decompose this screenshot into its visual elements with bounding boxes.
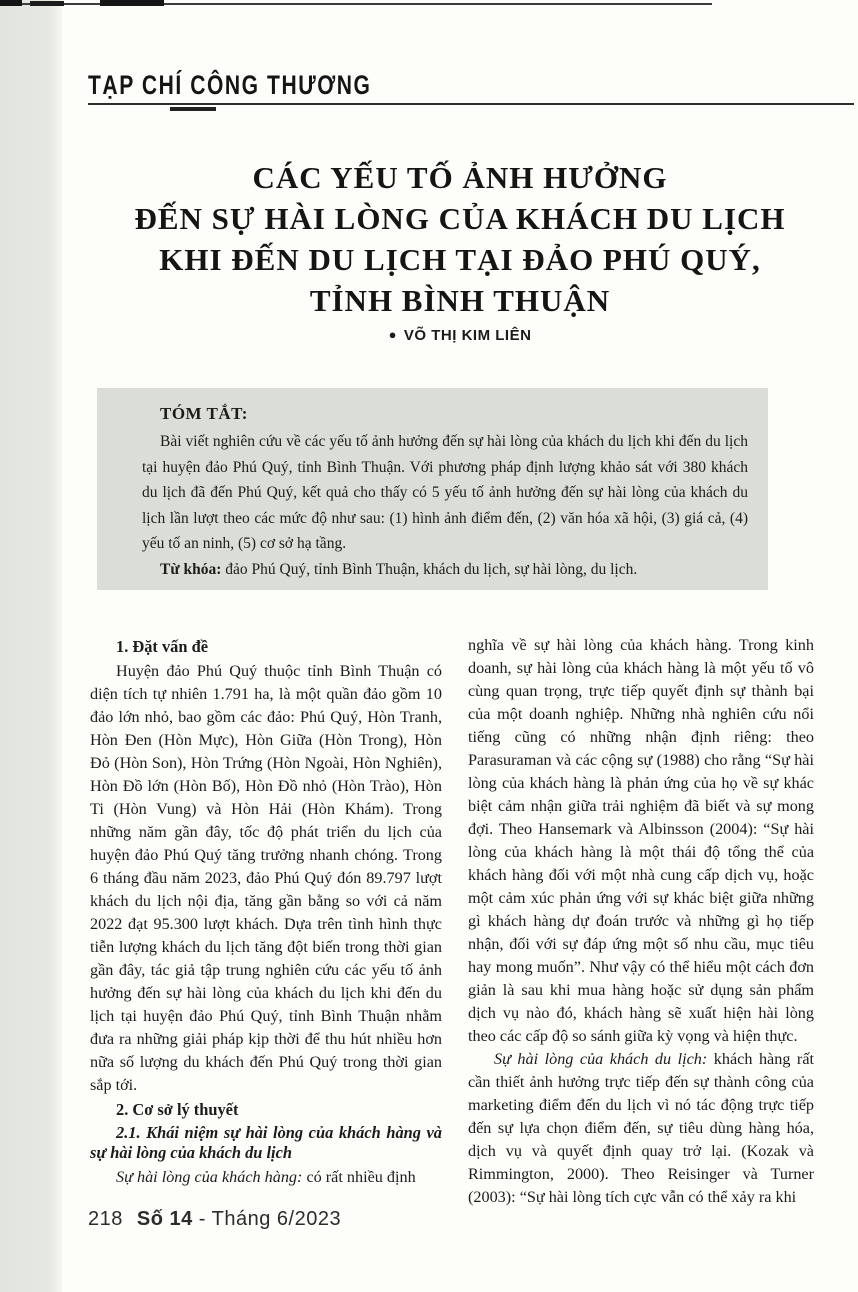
abstract-keywords bbox=[142, 557, 748, 583]
header-rule-smudge bbox=[170, 107, 216, 111]
header-rule bbox=[88, 103, 854, 105]
section-heading-1: 1. Đặt vấn đề bbox=[116, 637, 208, 656]
section-heading-2: 2. Cơ sở lý thuyết bbox=[116, 1100, 239, 1119]
body-paragraph: nghĩa về sự hài lòng của khách hàng. Trong kinh doanh, sự hài lòng của khách hàng là một yếu tố vô cùng quan trọng, trực tiếp quyết định sự thành bại của một doanh nghiệp. Những nhà nghiên cứu nổi tiếng cũng có những nhận định riêng: theo Parasuraman và các cộng sự (1988) cho rằng “Sự hài lòng của khách hàng là phản ứng của họ về sự khác biệt cảm nhận giữa trải nghiệm đã biết và sự mong đợi. Theo Hansemark và Albinsson (2004): “Sự hài lòng của khách hàng là một thái độ tổng thể của khách hàng đối với một nhà cung cấp dịch vụ, hoặc một cảm xúc phản ứng với sự khác biệt giữa những gì khách hàng dự đoán trước và những gì họ tiếp nhận, đối với sự đáp ứng một số nhu cầu, mục tiêu hay mong muốn”. Như vậy có thể hiểu một cách đơn giản là sau khi mua hàng hoặc sử dụng sản phẩm dịch vụ nào đó, khách hàng sẽ xuất hiện hài lòng theo các cấp độ so sánh giữa kỳ vọng và hiện thực. bbox=[468, 636, 814, 1045]
body-paragraph bbox=[468, 1048, 814, 1209]
paragraph-text: có rất nhiều định bbox=[302, 1168, 416, 1186]
keywords-text: đảo Phú Quý, tỉnh Bình Thuận, khách du lịch, sự hài lòng, du lịch. bbox=[221, 560, 638, 578]
journal-name: TẠP CHÍ CÔNG THƯƠNG bbox=[88, 70, 372, 100]
article-title-line: CÁC YẾU TỐ ẢNH HƯỞNG bbox=[252, 159, 668, 195]
article-title-line: TỈNH BÌNH THUẬN bbox=[309, 282, 611, 318]
author-line bbox=[62, 327, 858, 344]
paragraph-text: khách hàng rất cần thiết ảnh hưởng trực tiếp đến sự thành công của marketing điểm đến du lịch vì nó tác động trực tiếp đến sự lựa chọn điểm đến, sự tiêu dùng hàng hóa, dịch vụ và quyết định quay trở lại. (Kozak và Rimmington, 2000). Theo Reisinger và Turner (2003): “Sự hài lòng tích cực vẫn có thể xảy ra khi bbox=[468, 1050, 814, 1206]
article-title-line: KHI ĐẾN DU LỊCH TẠI ĐẢO PHÚ QUÝ, bbox=[159, 241, 761, 277]
body-column-left bbox=[90, 634, 442, 1189]
issue-date: - Tháng 6/2023 bbox=[198, 1208, 342, 1230]
article-title bbox=[62, 157, 858, 321]
scan-edge-shadow bbox=[0, 0, 62, 1292]
page-number: 218 bbox=[88, 1208, 123, 1230]
body-paragraph: Huyện đảo Phú Quý thuộc tỉnh Bình Thuận có diện tích tự nhiên 1.791 ha, là một quần đảo gồm 10 đảo lớn nhỏ, bao gồm các đảo: Phú Quý, Hòn Tranh, Hòn Đen (Hòn Mực), Hòn Giữa (Hòn Trong), Hòn Đỏ (Hòn Son), Hòn Trứng (Hòn Ngoài, Hòn Nghiên), Hòn Đồ lớn (Hòn Bố), Hòn Đồ nhỏ (Hòn Trào), Hòn Ti (Hòn Vung) và Hòn Hải (Hòn Khám). Trong những năm gần đây, tốc độ phát triển du lịch của huyện đảo Phú Quý tăng trưởng nhanh chóng. Trong 6 tháng đầu năm 2023, đảo Phú Quý đón 89.797 lượt khách du lịch nội địa, tăng gần bằng so với cả năm 2022 đạt 95.300 lượt khách. Dựa trên tình hình thực tiễn lượng khách du lịch tăng đột biến trong thời gian gần đây, tác giả tập trung nghiên cứu các yếu tố ảnh hưởng đến sự hài lòng của khách du lịch khi đến du lịch tại huyện đảo Phú Quý, tỉnh Bình Thuận nhằm đưa ra những giải pháp kịp thời để thu hút nhiều hơn nữa số lượng du khách đến Phú Quý trong thời gian sắp tới. bbox=[90, 662, 442, 1094]
scan-top-dash-artifact bbox=[100, 0, 164, 6]
section-heading-2-1: 2.1. Khái niệm sự hài lòng của khách hàng và sự hài lòng của khách du lịch bbox=[90, 1123, 442, 1162]
abstract-heading: TÓM TẮT: bbox=[160, 404, 248, 423]
page-footer bbox=[88, 1208, 341, 1231]
abstract-body: Bài viết nghiên cứu về các yếu tố ảnh hưởng đến sự hài lòng của khách du lịch khi đến du lịch tại huyện đảo Phú Quý, tỉnh Bình Thuận. Với phương pháp định lượng khảo sát với 380 khách du lịch đã đến Phú Quý, kết quả cho thấy có 5 yếu tố ảnh hưởng đến sự hài lòng của khách du lịch lần lượt theo các mức độ như sau: (1) hình ảnh điểm đến, (2) văn hóa xã hội, (3) giá cả, (4) yếu tố an ninh, (5) cơ sở hạ tầng. bbox=[142, 433, 748, 552]
author-name: VÕ THỊ KIM LIÊN bbox=[403, 327, 532, 344]
scan-top-dash-artifact bbox=[30, 1, 64, 6]
abstract-box bbox=[97, 388, 768, 590]
keywords-label: Từ khóa: bbox=[160, 560, 222, 578]
body-paragraph bbox=[90, 1166, 442, 1189]
author-bullet-icon: ● bbox=[388, 327, 397, 342]
paragraph-lead-italic: Sự hài lòng của khách du lịch: bbox=[494, 1050, 708, 1068]
body-column-right bbox=[468, 634, 814, 1209]
scan-top-dash-artifact bbox=[0, 0, 22, 6]
issue-number: Số 14 bbox=[136, 1208, 193, 1230]
article-title-line: ĐẾN SỰ HÀI LÒNG CỦA KHÁCH DU LỊCH bbox=[134, 200, 786, 236]
paragraph-lead-italic: Sự hài lòng của khách hàng: bbox=[116, 1168, 303, 1186]
